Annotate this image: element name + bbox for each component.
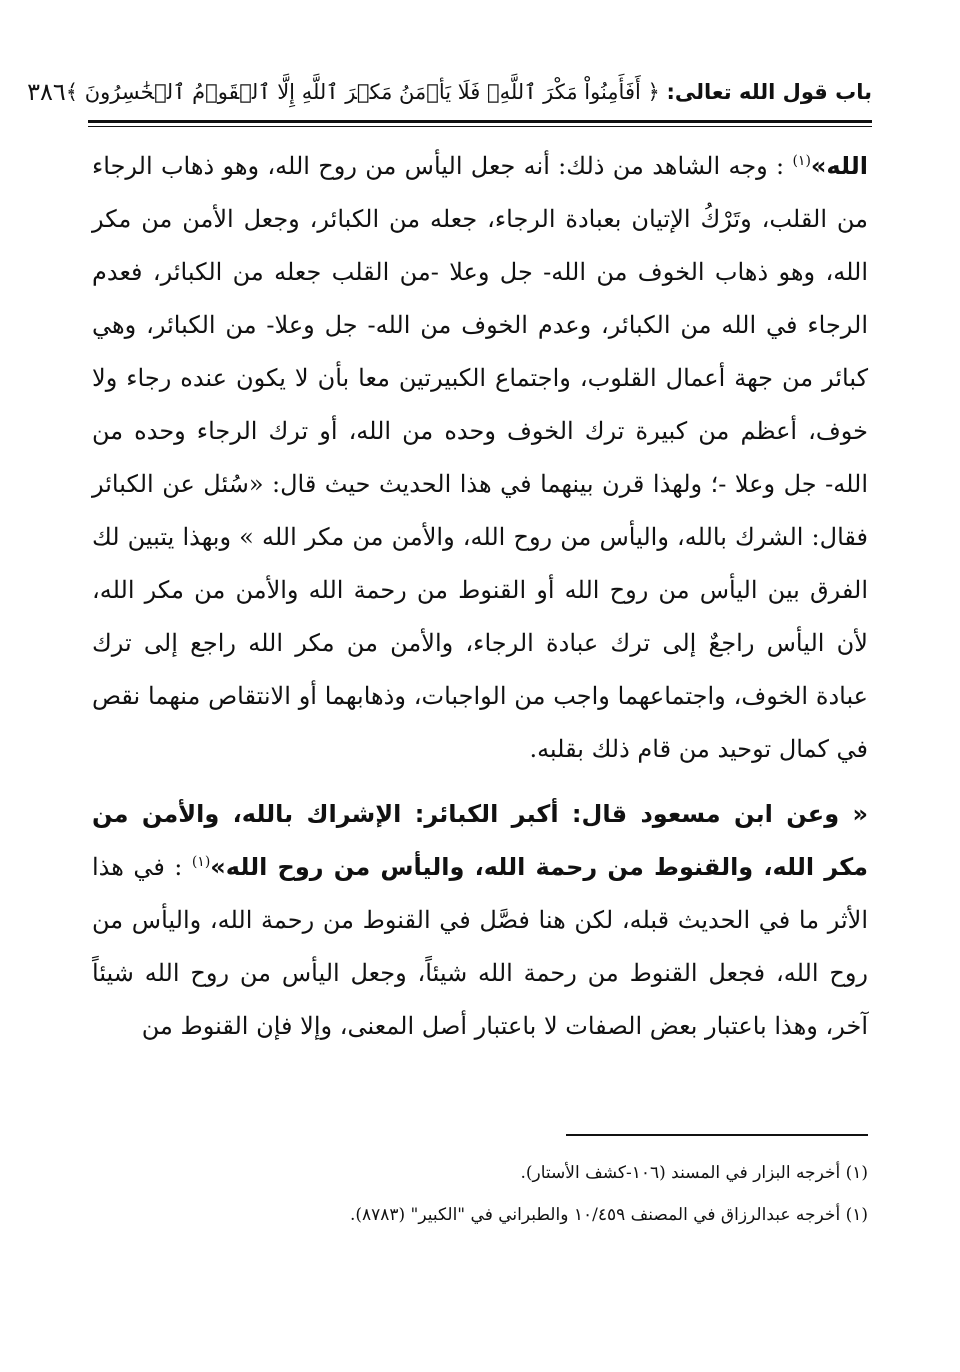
paragraph-2-lead: « وعن ابن مسعود قال: أكبر الكبائر: الإشراك بالله، والأمن من مكر الله، والقنوط من رحمة الله، واليأس من روح الله» — [92, 800, 869, 881]
paragraph-1-lead: الله» — [810, 152, 868, 180]
footnote-marker-2: (١) — [191, 854, 211, 870]
paragraph-1 — [92, 140, 868, 776]
header-rule — [88, 120, 872, 123]
paragraph-2 — [92, 788, 868, 1053]
footnotes — [92, 1152, 868, 1236]
footnote-1: (١) أخرجه البزار في المسند (١٠٦-كشف الأستار). — [520, 1163, 868, 1183]
header-rule-thin — [88, 126, 872, 127]
main-text — [92, 140, 868, 1065]
footnote-separator — [566, 1134, 868, 1136]
running-header — [27, 70, 872, 114]
footnote-2: (١) أخرجه عبدالرزاق في المصنف ١٠/٤٥٩ والطبراني في "الكبير" (٨٧٨٣). — [349, 1205, 868, 1225]
chapter-title — [66, 80, 872, 104]
chapter-title-verse: ﴿ أَفَأَمِنُواْ مَكْرَ ٱللَّهِۚ فَلَا يَأۡمَنُ مَكۡرَ ٱللَّهِ إِلَّا ٱلۡقَوۡمُ ٱلۡخَٰسِرُونَ ﴾ — [65, 80, 660, 104]
paragraph-2-text: : في هذا الأثر ما في الحديث قبله، لكن هنا فصَّل في القنوط من رحمة الله، واليأس من روح الله، فجعل القنوط من رحمة الله شيئاً، وجعل اليأس من روح الله شيئاً آخر، وهذا باعتبار بعض الصفات لا باعتبار أصل المعنى، وإلا فإن القنوط من — [92, 853, 868, 1040]
paragraph-1-text: : وجه الشاهد من ذلك: أنه جعل اليأس من روح الله، وهو ذهاب الرجاء من القلب، وتَرْكُ الإتيان بعبادة الرجاء، جعله من الكبائر، وجعل الأمن من مكر الله، وهو ذهاب الخوف من الله- جل وعلا -من القلب جعله من الكبائر، فعدم الرجاء في الله من الكبائر، وعدم الخوف من الله- جل وعلا- من الكبائر، وهي كبائر من جهة أعمال القلوب، واجتماع الكبيرتين معا بأن لا يكون عنده رجاء ولا خوف، أعظم من كبيرة ترك الخوف وحده من الله، أو ترك الرجاء وحده من الله- جل وعلا -؛ ولهذا قرن بينهما في هذا الحديث حيث قال: «سُئل عن الكبائر فقال: الشرك بالله، واليأس من روح الله، والأمن من مكر الله » وبهذا يتبين لك الفرق بين اليأس من روح الله أو القنوط من رحمة الله والأمن من مكر الله، لأن اليأس راجعٌ إلى ترك عبادة الرجاء، والأمن من مكر الله راجع إلى ترك عبادة الخوف، واجتماعهما واجب من الواجبات، وذهابهما أو الانتقاص منهما نقص في كمال توحيد من قام ذلك بقلبه. — [92, 152, 868, 763]
chapter-title-prefix: باب قول الله تعالى: — [666, 80, 872, 104]
footnote-marker-1: (١) — [792, 153, 811, 169]
page-number: ٣٨٦ — [27, 78, 66, 106]
